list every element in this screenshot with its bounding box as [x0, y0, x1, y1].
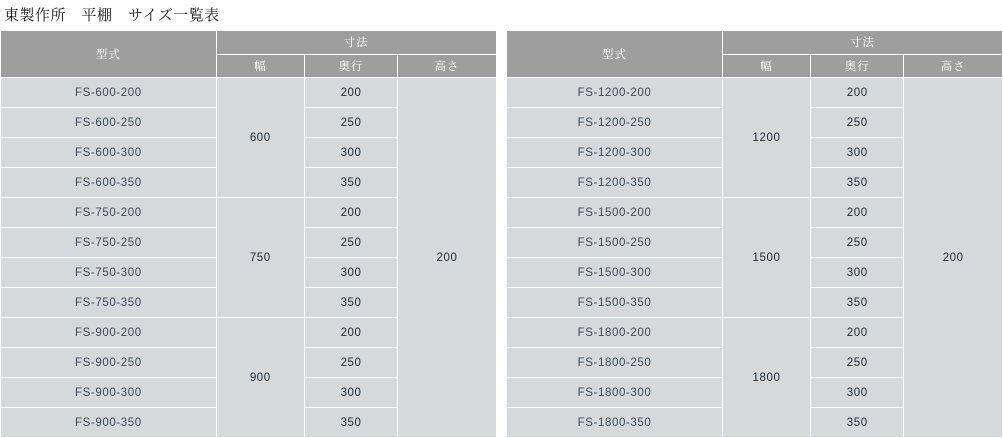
- table-gap: [496, 198, 506, 228]
- header-width-left: 幅: [216, 54, 304, 78]
- table-gap: [496, 54, 506, 78]
- table-gap: [496, 408, 506, 438]
- table-row: [1, 288, 1003, 318]
- model-cell: FS-1500-200: [507, 198, 723, 228]
- depth-cell: 350: [304, 168, 397, 198]
- header-depth-left: 奥行: [304, 54, 397, 78]
- depth-cell: 250: [811, 108, 904, 138]
- height-cell: 200: [398, 78, 497, 438]
- model-cell: FS-900-350: [1, 408, 217, 438]
- model-cell: FS-750-200: [1, 198, 217, 228]
- depth-cell: 200: [304, 78, 397, 108]
- table-gap: [496, 108, 506, 138]
- depth-cell: 250: [304, 228, 397, 258]
- header-width-right: 幅: [722, 54, 810, 78]
- width-cell: 1500: [722, 198, 810, 318]
- header-model-right: 型式: [507, 31, 723, 78]
- depth-cell: 250: [811, 228, 904, 258]
- depth-cell: 350: [304, 408, 397, 438]
- model-cell: FS-1800-300: [507, 378, 723, 408]
- depth-cell: 350: [811, 288, 904, 318]
- model-cell: FS-600-300: [1, 138, 217, 168]
- depth-cell: 200: [811, 198, 904, 228]
- table-gap: [496, 288, 506, 318]
- height-cell: 200: [904, 78, 1003, 438]
- model-cell: FS-1500-350: [507, 288, 723, 318]
- model-cell: FS-600-250: [1, 108, 217, 138]
- table-row: [1, 228, 1003, 258]
- width-cell: 750: [216, 198, 304, 318]
- depth-cell: 200: [811, 318, 904, 348]
- model-cell: FS-1200-300: [507, 138, 723, 168]
- table-gap: [496, 348, 506, 378]
- model-cell: FS-1800-350: [507, 408, 723, 438]
- depth-cell: 250: [811, 348, 904, 378]
- width-cell: 1800: [722, 318, 810, 438]
- model-cell: FS-750-250: [1, 228, 217, 258]
- header-depth-right: 奥行: [811, 54, 904, 78]
- model-cell: FS-1200-350: [507, 168, 723, 198]
- model-cell: FS-1200-200: [507, 78, 723, 108]
- table-row: [1, 138, 1003, 168]
- depth-cell: 300: [811, 258, 904, 288]
- model-cell: FS-1800-250: [507, 348, 723, 378]
- model-cell: FS-900-250: [1, 348, 217, 378]
- width-cell: 900: [216, 318, 304, 438]
- table-gap: [496, 78, 506, 108]
- table-gap: [496, 31, 506, 55]
- table-gap: [496, 378, 506, 408]
- table-row: [1, 258, 1003, 288]
- depth-cell: 350: [304, 288, 397, 318]
- depth-cell: 300: [304, 258, 397, 288]
- depth-cell: 200: [811, 78, 904, 108]
- model-cell: FS-1500-250: [507, 228, 723, 258]
- width-cell: 1200: [722, 78, 810, 198]
- model-cell: FS-1200-250: [507, 108, 723, 138]
- header-height-right: 高さ: [904, 54, 1003, 78]
- header-height-left: 高さ: [398, 54, 497, 78]
- depth-cell: 300: [304, 138, 397, 168]
- model-cell: FS-750-300: [1, 258, 217, 288]
- size-table: [0, 30, 1003, 438]
- depth-cell: 300: [304, 378, 397, 408]
- table-gap: [496, 138, 506, 168]
- table-gap: [496, 318, 506, 348]
- model-cell: FS-900-300: [1, 378, 217, 408]
- depth-cell: 200: [304, 318, 397, 348]
- header-model-left: 型式: [1, 31, 217, 78]
- table-row: [1, 378, 1003, 408]
- table-row: [1, 198, 1003, 228]
- depth-cell: 300: [811, 138, 904, 168]
- model-cell: FS-600-350: [1, 168, 217, 198]
- table-gap: [496, 258, 506, 288]
- header-dimensions-right: 寸法: [722, 31, 1002, 55]
- model-cell: FS-600-200: [1, 78, 217, 108]
- width-cell: 600: [216, 78, 304, 198]
- depth-cell: 350: [811, 408, 904, 438]
- page-title: 東製作所 平棚 サイズ一覧表: [4, 7, 220, 24]
- depth-cell: 250: [304, 348, 397, 378]
- depth-cell: 250: [304, 108, 397, 138]
- depth-cell: 350: [811, 168, 904, 198]
- table-gap: [496, 168, 506, 198]
- depth-cell: 300: [811, 378, 904, 408]
- table-row: [1, 108, 1003, 138]
- model-cell: FS-1500-300: [507, 258, 723, 288]
- model-cell: FS-750-350: [1, 288, 217, 318]
- table-header-row-1: [1, 31, 1003, 55]
- depth-cell: 200: [304, 198, 397, 228]
- model-cell: FS-900-200: [1, 318, 217, 348]
- table-gap: [496, 228, 506, 258]
- table-row: [1, 318, 1003, 348]
- table-row: [1, 408, 1003, 438]
- table-row: [1, 348, 1003, 378]
- table-row: [1, 78, 1003, 108]
- header-dimensions-left: 寸法: [216, 31, 496, 55]
- table-row: [1, 168, 1003, 198]
- model-cell: FS-1800-200: [507, 318, 723, 348]
